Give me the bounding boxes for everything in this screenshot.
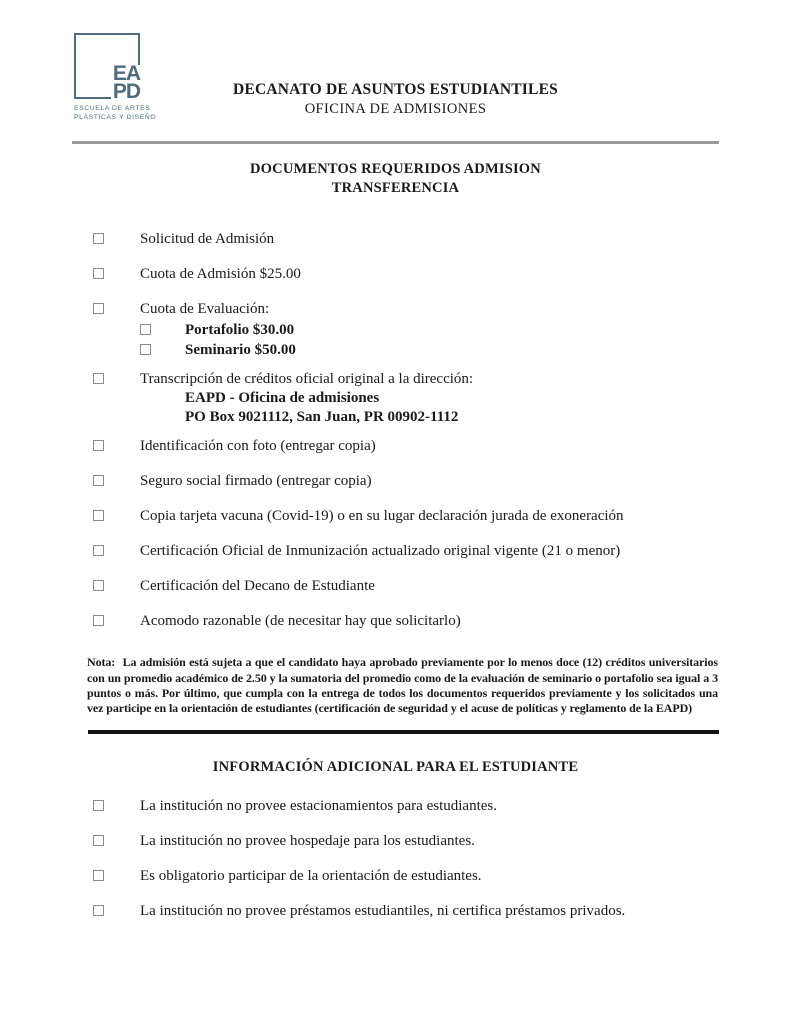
header-text bbox=[0, 81, 791, 118]
checklist-item-label: La institución no provee préstamos estudiantiles, ni certifica préstamos privados. bbox=[140, 902, 626, 919]
eapd-logo-acronym-line1: EA bbox=[112, 61, 140, 85]
checklist-item-label: Copia tarjeta vacuna (Covid-19) o en su lugar declaración jurada de exoneración bbox=[140, 508, 624, 525]
checkbox-icon bbox=[93, 475, 104, 486]
checklist-subitem-label: Seminario $50.00 bbox=[185, 342, 296, 359]
checklist-item bbox=[93, 230, 731, 249]
checklist-item-content bbox=[140, 370, 731, 427]
checkbox-icon bbox=[93, 615, 104, 626]
document-title-line2: TRANSFERENCIA bbox=[331, 180, 460, 197]
document-header bbox=[0, 0, 791, 141]
checklist-item-label: Cuota de Evaluación: bbox=[140, 301, 270, 318]
checkbox-icon bbox=[93, 510, 104, 521]
eapd-logo-caption-line2: PLÁSTICAS Y DISEÑO bbox=[74, 114, 157, 122]
checkbox-icon bbox=[93, 440, 104, 451]
checklist-subitem bbox=[140, 321, 731, 340]
checklist-item bbox=[93, 612, 731, 631]
checkbox-icon bbox=[93, 835, 104, 846]
checkbox-icon bbox=[93, 373, 104, 384]
checklist-item-label: Transcripción de créditos oficial original a la dirección: bbox=[140, 371, 474, 388]
checklist-item-label: Cuota de Admisión $25.00 bbox=[140, 266, 301, 283]
checklist-subitem-label: Portafolio $30.00 bbox=[185, 322, 295, 339]
required-documents-checklist bbox=[93, 230, 731, 631]
additional-info-title: INFORMACIÓN ADICIONAL PARA EL ESTUDIANTE bbox=[212, 758, 579, 775]
checklist-item-label: Certificación del Decano de Estudiante bbox=[140, 578, 375, 595]
additional-info-checklist bbox=[93, 797, 731, 921]
mailing-address-line2: PO Box 9021112, San Juan, PR 00902-1112 bbox=[185, 409, 459, 426]
checkbox-icon bbox=[140, 344, 151, 355]
checkbox-icon bbox=[93, 800, 104, 811]
eapd-logo-acronym-line2: PD bbox=[112, 79, 140, 103]
checklist-item bbox=[93, 265, 731, 284]
header-title: DECANATO DE ASUNTOS ESTUDIANTILES bbox=[233, 81, 558, 98]
checklist-item bbox=[93, 542, 731, 561]
note-text: La admisión está sujeta a que el candidato haya aprobado previamente por lo menos doce (12) créditos universitarios con un promedio académico de 2.50 y la sumatoria del promedio como de la evaluación de seminario o portafolio sea igual a 3 puntos o más. Por último, que cumpla con la entrega de todos los documentos requeridos previamente y los solicitados una vez participe en la orientación de estudiantes (certificación de seguridad y el acuse de políticas y reglamento de la EAPD) bbox=[87, 655, 718, 716]
checklist-item-label: Identificación con foto (entregar copia) bbox=[140, 438, 376, 455]
checklist-item bbox=[93, 577, 731, 596]
checklist-item-label: Solicitud de Admisión bbox=[140, 231, 275, 248]
checkbox-icon bbox=[93, 870, 104, 881]
document-title bbox=[0, 160, 791, 198]
checkbox-icon bbox=[93, 268, 104, 279]
checklist-item bbox=[93, 370, 731, 427]
checkbox-icon bbox=[93, 233, 104, 244]
document-title-line1: DOCUMENTOS REQUERIDOS ADMISION bbox=[250, 161, 541, 177]
checklist-item bbox=[93, 797, 731, 816]
checklist-item bbox=[93, 300, 731, 319]
checkbox-icon bbox=[93, 303, 104, 314]
admission-note bbox=[87, 655, 718, 717]
note-label: Nota: bbox=[87, 655, 116, 670]
checklist-item-label: Seguro social firmado (entregar copia) bbox=[140, 473, 372, 490]
checkbox-icon bbox=[140, 324, 151, 335]
checklist-item-label: Es obligatorio participar de la orientación de estudiantes. bbox=[140, 867, 482, 884]
checklist-item-label: Acomodo razonable (de necesitar hay que solicitarlo) bbox=[140, 613, 461, 630]
checklist-item bbox=[93, 902, 731, 921]
checklist-item bbox=[93, 867, 731, 886]
checklist-item-label: La institución no provee estacionamientos para estudiantes. bbox=[140, 797, 497, 814]
checklist-item bbox=[93, 472, 731, 491]
checklist-item bbox=[93, 437, 731, 456]
checklist-item-label: Certificación Oficial de Inmunización actualizado original vigente (21 o menor) bbox=[140, 543, 621, 560]
checklist-item bbox=[93, 507, 731, 526]
mailing-address-line1: EAPD - Oficina de admisiones bbox=[185, 390, 380, 407]
checkbox-icon bbox=[93, 905, 104, 916]
eapd-logo-caption-line1: ESCUELA DE ARTES bbox=[74, 105, 151, 112]
section-divider bbox=[88, 730, 719, 734]
checkbox-icon bbox=[93, 545, 104, 556]
checklist-item bbox=[93, 832, 731, 851]
checklist-item-label: La institución no provee hospedaje para los estudiantes. bbox=[140, 832, 475, 849]
header-divider bbox=[72, 141, 719, 144]
checklist-subitem bbox=[140, 341, 731, 360]
header-subtitle: OFICINA DE ADMISIONES bbox=[304, 101, 487, 117]
checkbox-icon bbox=[93, 580, 104, 591]
